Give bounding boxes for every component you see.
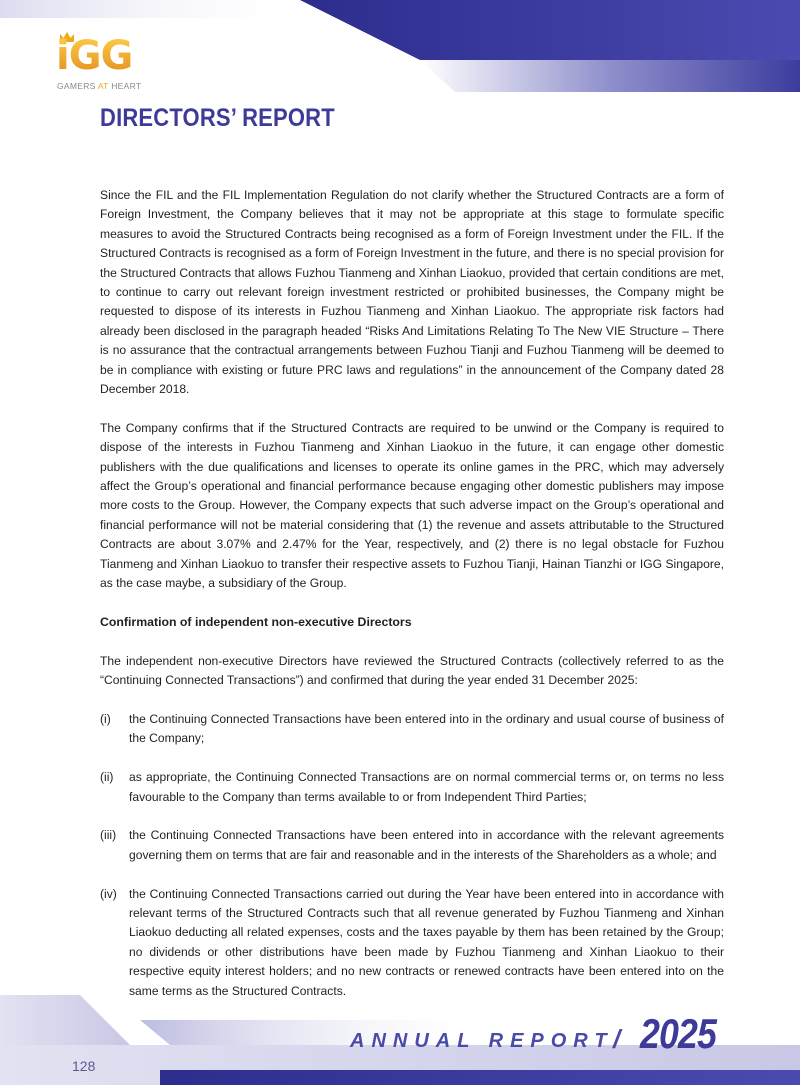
list-marker: (iii) [100, 828, 117, 843]
page-title: DIRECTORS’ REPORT [100, 104, 335, 132]
list-text: the Continuing Connected Transactions have been entered into in the ordinary and usual course of business of the Company; [129, 711, 724, 746]
logo-letters: iGG [56, 33, 133, 79]
page-number: 128 [72, 1058, 96, 1074]
list-text: the Continuing Connected Transactions have been entered into in accordance with the relevant agreements governing them on terms that are fair and reasonable and in the interests of the Shareholders as a whole; and [129, 828, 724, 862]
list-item [100, 768, 724, 807]
body-paragraph: The Company confirms that if the Structured Contracts are required to be unwind or the Company is required to dispose of the interests in Fuzhou Tianmeng and Xinhan Liaokuo in the future, it can engage other domestic publishers with the due qualifications and licenses to operate its online games in the PRC, which may adversely affect the Group’s operational and financial performance because engaging other domestic publishers may impose more costs to the Group. However, the Company expects that such adverse impact on the Group’s operational and financial performance will not be material considering that (1) the revenue and assets attributable to the Structured Contracts are about 3.07% and 2.47% for the Year, respectively, and (2) there is no legal obstacle for Fuzhou Tianmeng and Xinhan Liaokuo to transfer their respective assets to Fuzhou Tianji, Hainan Tianzhi or IGG Singapore, as the case maybe, a subsidiary of the Group. [100, 420, 724, 591]
list-item [100, 710, 724, 749]
annual-report-label: ANNUAL REPORT [350, 1030, 614, 1052]
report-body [100, 186, 724, 1020]
report-year: 2025 [640, 1010, 717, 1057]
igg-logo [56, 32, 156, 92]
section-intro: The independent non-executive Directors have reviewed the Structured Contracts (collectively referred to as the “Continuing Connected Transactions”) and confirmed that during the year ended 31 December 2025: [100, 653, 724, 688]
list-text: the Continuing Connected Transactions carried out during the Year have been entered into in accordance with relevant terms of the Structured Contracts such that all revenue generated by Fuzhou Tianmeng and Xinhan Liaokuo deducting all related expenses, costs and the taxes payable by them has been retained by the Group; no dividends or other distributions have been made by Fuzhou Tianmeng and Xinhan Liaokuo to their respective equity interest holders; and no new contracts or renewed contracts have been entered into on the same terms as the Structured Contracts. [129, 886, 724, 998]
logo-tagline: GAMERS AT HEART [57, 81, 142, 91]
list-marker: (i) [100, 711, 111, 726]
body-paragraph: Since the FIL and the FIL Implementation Regulation do not clarify whether the Structured Contracts are a form of Foreign Investment, the Company believes that it may not be appropriate at this stage to formulate specific measures to avoid the Structured Contracts being recognised as a form of Foreign Investment under the FIL. If the Structured Contracts is recognised as a form of Foreign Investment in the future, and there is no special provision for the Structured Contracts that allows Fuzhou Tianmeng and Xinhan Liaokuo, provided that certain conditions are met, to continue to carry out relevant foreign investment restricted or prohibited businesses, the Company might be requested to dispose of its interests in Fuzhou Tianmeng and Xinhan Liaokuo. The appropriate risk factors had already been disclosed in the paragraph headed “Risks And Limitations Relating To The New VIE Structure – There is no assurance that the contractual arrangements between Fuzhou Tianji and Fuzhou Tianmeng will be deemed to be in compliance with existing or future PRC laws and regulations” in the announcement of the Company dated 28 December 2018. [100, 188, 724, 397]
footer-slash: / [613, 1024, 621, 1054]
list-item [100, 826, 724, 865]
section-heading: Confirmation of independent non-executive Directors [100, 614, 412, 629]
list-marker: (iv) [100, 886, 117, 901]
list-text: as appropriate, the Continuing Connected Transactions are on normal commercial terms or, on terms no less favourable to the Company than terms available to or from Independent Third Parties; [129, 770, 724, 804]
list-marker: (ii) [100, 770, 114, 785]
list-item [100, 885, 724, 1001]
